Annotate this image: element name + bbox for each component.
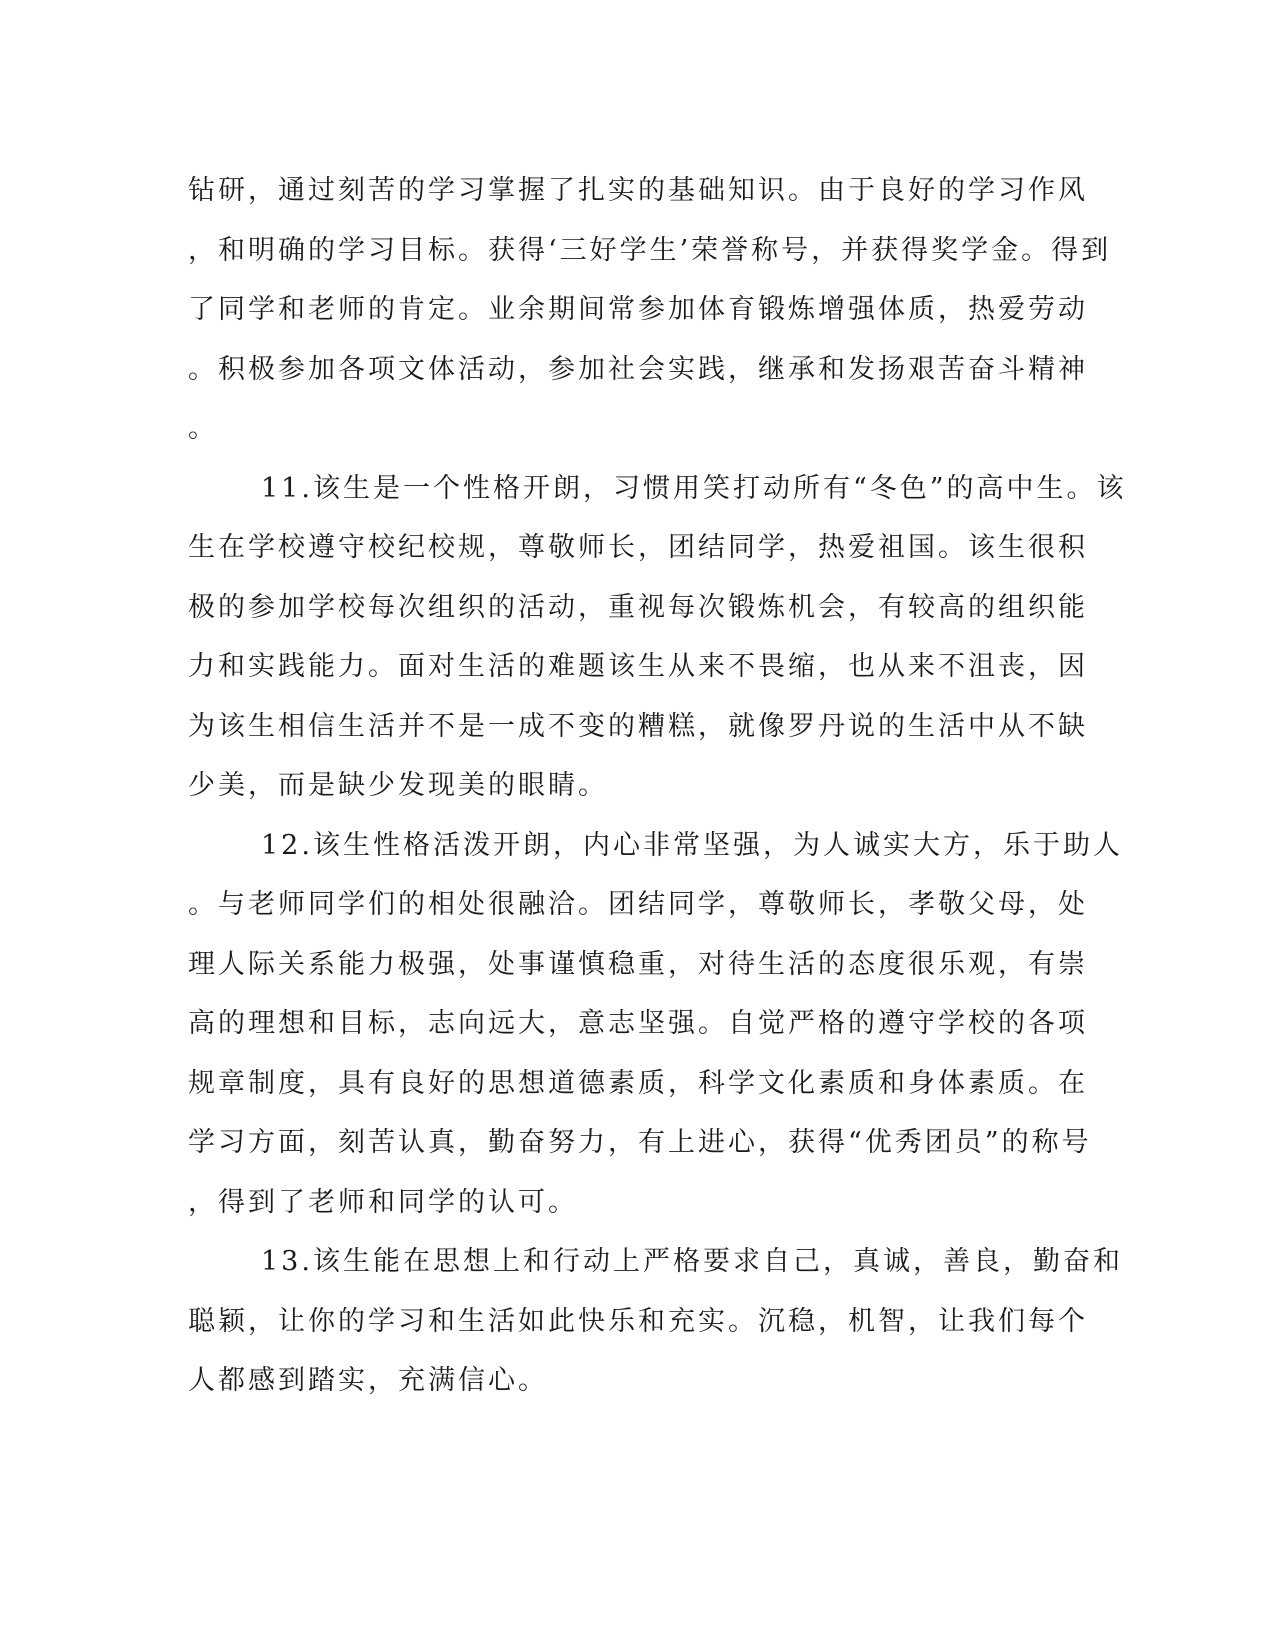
text-line: 学习方面，刻苦认真，勤奋努力，有上进心，获得“优秀团员”的称号 — [188, 1127, 1092, 1158]
text-line: 高的理想和目标，志向远大，意志坚强。自觉严格的遵守学校的各项 — [188, 1008, 1088, 1039]
text-line: 。 — [188, 413, 218, 444]
text-line: 11.该生是一个性格开朗，习惯用笑打动所有“冬色”的高中生。该 — [261, 472, 1127, 504]
text-line: 少美，而是缺少发现美的眼睛。 — [188, 770, 608, 801]
text-line: ，得到了老师和同学的认可。 — [188, 1186, 578, 1218]
text-line: 了同学和老师的肯定。业余期间常参加体育锻炼增强体质，热爱劳动 — [188, 294, 1088, 325]
text-line: 规章制度，具有良好的思想道德素质，科学文化素质和身体素质。在 — [188, 1067, 1088, 1099]
text-line: ，和明确的学习目标。获得‘三好学生’荣誉称号，并获得奖学金。得到 — [188, 234, 1112, 266]
document-body — [188, 161, 1127, 1411]
paragraph-1 — [188, 161, 1112, 459]
text-line: 。与老师同学们的相处很融洽。团结同学，尊敬师长，孝敬父母，处 — [188, 889, 1088, 920]
text-line: 极的参加学校每次组织的活动，重视每次锻炼机会，有较高的组织能 — [188, 591, 1088, 623]
text-line: 力和实践能力。面对生活的难题该生从来不畏缩，也从来不沮丧，因 — [188, 651, 1088, 682]
text-line: 钻研，通过刻苦的学习掌握了扎实的基础知识。由于良好的学习作风 — [188, 175, 1088, 206]
text-line: 生在学校遵守校纪校规，尊敬师长，团结同学，热爱祖国。该生很积 — [188, 532, 1088, 563]
paragraph-12 — [188, 816, 1123, 1233]
paragraph-13 — [188, 1232, 1123, 1411]
text-line: 13.该生能在思想上和行动上严格要求自己，真诚，善良，勤奋和 — [261, 1246, 1123, 1277]
text-line: 聪颖，让你的学习和生活如此快乐和充实。沉稳，机智，让我们每个 — [188, 1305, 1088, 1337]
paragraph-11 — [188, 459, 1127, 816]
text-line: 为该生相信生活并不是一成不变的糟糕，就像罗丹说的生活中从不缺 — [188, 710, 1088, 742]
text-line: 人都感到踏实，充满信心。 — [188, 1365, 548, 1396]
text-line: 12.该生性格活泼开朗，内心非常坚强，为人诚实大方，乐于助人 — [261, 829, 1123, 861]
text-line: 理人际关系能力极强，处事谨慎稳重，对待生活的态度很乐观，有崇 — [188, 948, 1088, 980]
text-line: 。积极参加各项文体活动，参加社会实践，继承和发扬艰苦奋斗精神 — [188, 353, 1088, 385]
